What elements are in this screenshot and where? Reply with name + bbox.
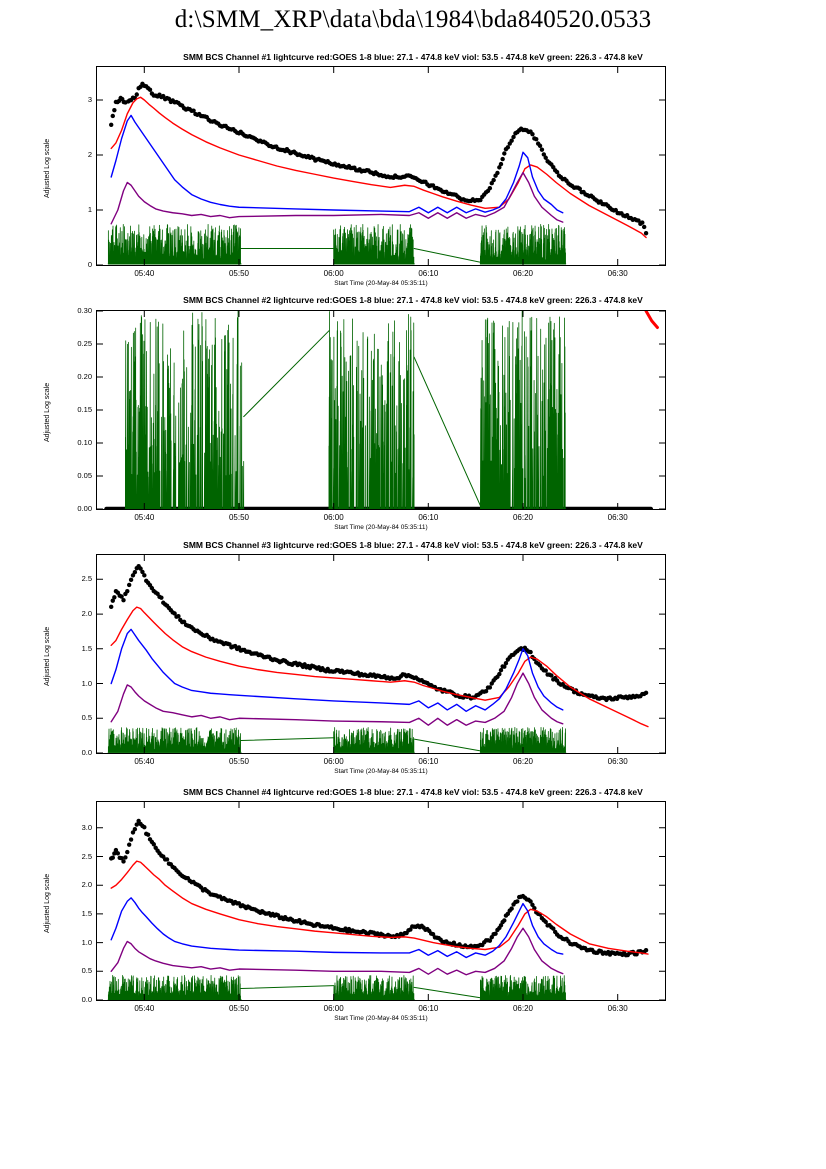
plot-svg-4 xyxy=(97,802,665,1000)
y-axis-tick-label: 0.0 xyxy=(81,995,92,1004)
plot-area-4 xyxy=(96,801,666,1001)
x-axis-tick-label: 06:00 xyxy=(323,269,344,278)
x-axis-label: Start Time (20-May-84 05:35:11) xyxy=(334,524,428,531)
y-axis-tick-label: 2.0 xyxy=(81,880,92,890)
y-axis-tick-label: 1.5 xyxy=(81,643,92,653)
x-axis-tick-label: 05:40 xyxy=(134,269,155,278)
y-axis-tick-label: 0 xyxy=(87,260,92,269)
x-axis-label: Start Time (20-May-84 05:35:11) xyxy=(334,280,428,287)
y-axis-tick-label: 1.5 xyxy=(81,908,92,918)
panel-3-title: SMM BCS Channel #3 lightcurve red:GOES 1-8 blue: 27.1 - 474.8 keV viol: 53.5 - 474.8 keV green: 226.3 - 474.8 keV xyxy=(183,540,643,550)
y-axis-tick-label: 3 xyxy=(87,95,92,104)
y-axis-tick-label: 0.10 xyxy=(77,438,92,447)
x-axis-tick-label: 06:10 xyxy=(418,1004,439,1013)
x-axis-tick-label: 06:10 xyxy=(418,757,439,766)
y-axis-tick-label: 0.15 xyxy=(77,405,92,414)
panel-2-title: SMM BCS Channel #2 lightcurve red:GOES 1-8 blue: 27.1 - 474.8 keV viol: 53.5 - 474.8 keV green: 226.3 - 474.8 keV xyxy=(183,295,643,305)
x-axis-tick-label: 06:20 xyxy=(512,513,534,522)
x-axis-tick-label: 06:10 xyxy=(418,513,439,522)
plot-area-3 xyxy=(96,554,666,754)
x-axis-tick-label: 05:40 xyxy=(134,757,155,766)
x-axis-tick-label: 06:10 xyxy=(418,269,439,278)
x-axis-label: Start Time (20-May-84 05:35:11) xyxy=(334,1015,428,1022)
y-axis-tick-label: 0.25 xyxy=(77,339,92,348)
y-axis-tick-label: 2 xyxy=(87,150,92,159)
y-axis-tick-label: 0.20 xyxy=(77,372,92,381)
x-axis-tick-label: 05:40 xyxy=(134,513,155,522)
x-axis-tick-label: 06:30 xyxy=(607,757,628,766)
y-axis-tick-label: 2.5 xyxy=(81,851,92,861)
x-axis-label: Start Time (20-May-84 05:35:11) xyxy=(334,768,428,775)
panel-1-title: SMM BCS Channel #1 lightcurve red:GOES 1-8 blue: 27.1 - 474.8 keV viol: 53.5 - 474.8 keV green: 226.3 - 474.8 keV xyxy=(183,52,643,62)
y-axis-tick-label: 1 xyxy=(87,205,92,214)
y-axis-tick-label: 0.00 xyxy=(77,504,92,513)
x-axis-tick-label: 06:00 xyxy=(323,757,344,766)
y-axis-tick-label: 1.0 xyxy=(81,678,92,688)
y-axis-tick-label: 1.0 xyxy=(81,937,92,947)
x-axis-tick-label: 05:50 xyxy=(228,513,250,522)
y-axis-tick-label: 0.0 xyxy=(81,748,92,757)
x-axis-tick-label: 06:30 xyxy=(607,1004,628,1013)
x-axis-tick-label: 06:00 xyxy=(323,1004,344,1013)
y-axis-tick-label: 0.05 xyxy=(77,471,92,480)
x-axis-tick-label: 05:50 xyxy=(228,269,250,278)
plot-svg-2 xyxy=(97,311,665,509)
plot-area-2 xyxy=(96,310,666,510)
x-axis-tick-label: 06:20 xyxy=(512,757,534,766)
y-axis-tick-label: 2.5 xyxy=(81,574,92,584)
y-axis-tick-label: 0.5 xyxy=(81,966,92,976)
panel-4-title: SMM BCS Channel #4 lightcurve red:GOES 1-8 blue: 27.1 - 474.8 keV viol: 53.5 - 474.8 keV green: 226.3 - 474.8 keV xyxy=(183,787,643,797)
x-axis-tick-label: 06:20 xyxy=(512,269,534,278)
x-axis-tick-label: 06:30 xyxy=(607,513,628,522)
y-axis-tick-label: 0.5 xyxy=(81,713,92,723)
plot-svg-1 xyxy=(97,67,665,265)
x-axis-tick-label: 06:30 xyxy=(607,269,628,278)
x-axis-tick-label: 05:50 xyxy=(228,1004,250,1013)
y-axis-tick-label: 2.0 xyxy=(81,609,92,619)
plot-svg-3 xyxy=(97,555,665,753)
x-axis-tick-label: 05:50 xyxy=(228,757,250,766)
y-axis-label: Adjusted Log scale xyxy=(44,873,51,933)
y-axis-tick-label: 0.30 xyxy=(77,306,92,315)
y-axis-label: Adjusted Log scale xyxy=(44,382,51,442)
x-axis-tick-label: 06:00 xyxy=(323,513,344,522)
y-axis-label: Adjusted Log scale xyxy=(44,138,51,198)
x-axis-tick-label: 05:40 xyxy=(134,1004,155,1013)
x-axis-tick-label: 06:20 xyxy=(512,1004,534,1013)
y-axis-label: Adjusted Log scale xyxy=(44,626,51,686)
y-axis-tick-label: 3.0 xyxy=(81,822,92,832)
plot-area-1 xyxy=(96,66,666,266)
page-title: d:\SMM_XRP\data\bda\1984\bda840520.0533 xyxy=(174,6,652,33)
